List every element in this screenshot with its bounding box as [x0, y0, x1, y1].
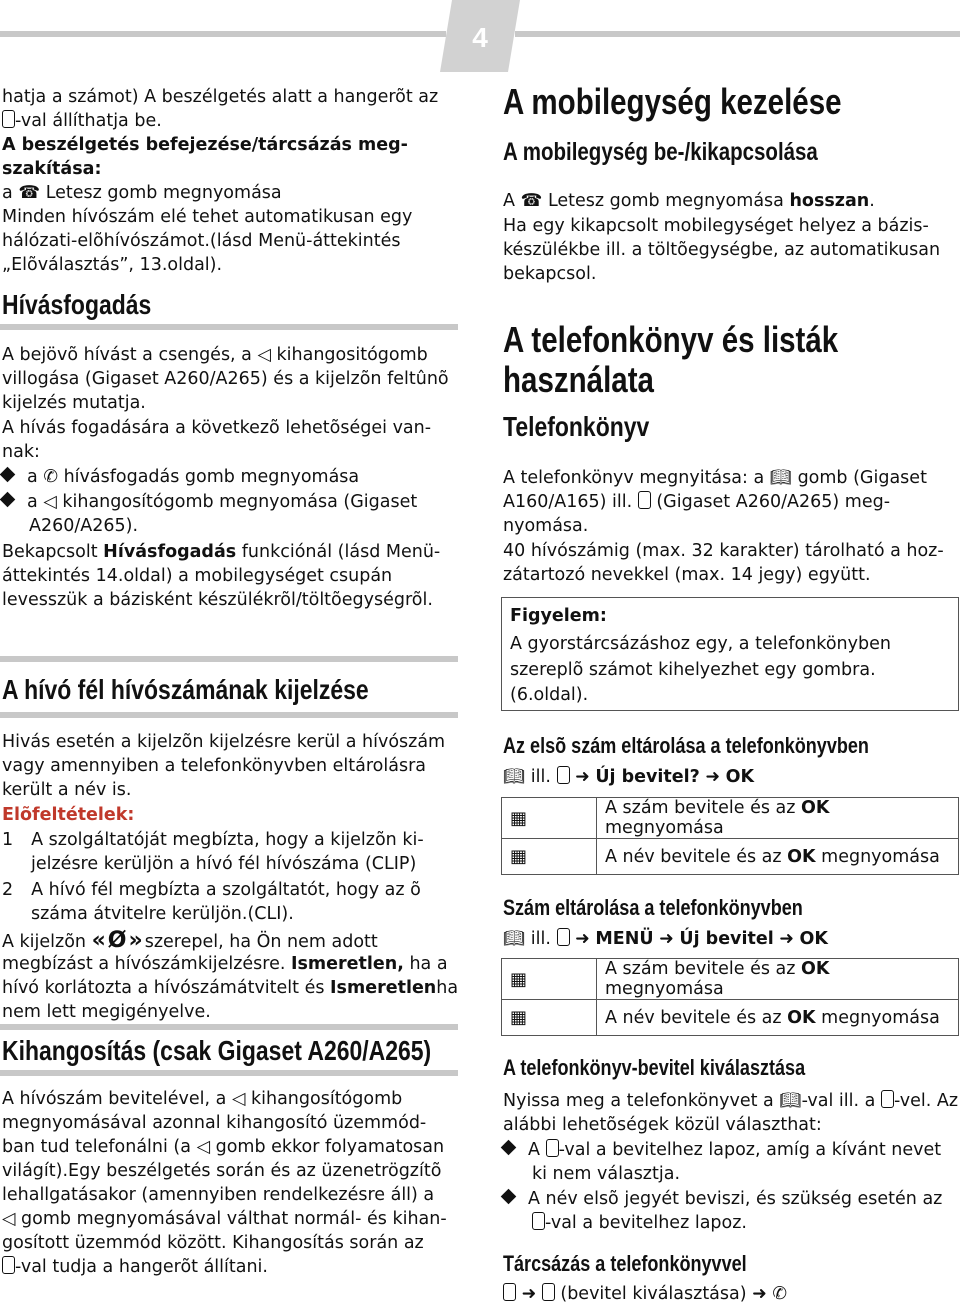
table-cell: A név bevitele és az OK megnyomása [597, 1000, 959, 1036]
first-entry-heading: Az elsõ szám eltárolása a telefonkönyvben [503, 733, 869, 758]
note-title: Figyelem: [510, 606, 607, 626]
end-call-key-icon: ☎ [18, 183, 41, 203]
table-row [502, 959, 959, 1000]
book-p1-line-3: nyomása. [503, 516, 589, 536]
book-icon: 📖︎ [503, 929, 526, 949]
save-table [501, 958, 959, 1036]
power-heading: A mobilegység be-/kikapcsolása [503, 138, 818, 166]
book-p2-line-2: zátartozó nevekkel (max. 14 jegy) együtt. [503, 565, 871, 585]
end-call-line-4: „Elõválasztás”, 13.oldal). [2, 255, 223, 275]
caller-p2-line-4: nem lett megigényelve. [2, 1002, 211, 1022]
book-p2-line-1: 40 hívószámig (max. 32 karakter) tárolható a hoz- [503, 541, 944, 561]
answer-heading: Hívásfogadás [2, 289, 152, 320]
speaker-line-7: gosított üzemmód között. Kihangosítás során az [2, 1233, 424, 1253]
book-heading-1: A telefonkönyv és listák [503, 319, 839, 360]
answer-p1-line-1: A bejövõ hívást a csengés, a ◁ kihangositógomb [2, 344, 428, 368]
answer-p2-line-2: nak: [2, 442, 40, 462]
table-row [502, 839, 959, 875]
book-icon: 📖︎ [769, 468, 792, 488]
down-key-icon [881, 1090, 894, 1108]
intro-line-2: -val állíthatja be. [2, 110, 162, 134]
note-line-1: A gyorstárcsázáshoz egy, a telefonkönyben [510, 634, 891, 654]
speaker-line-2: megnyomásával azonnal kihangosító üzemmód- [2, 1113, 427, 1133]
book-p1-line-2: A160/A165) ill. (Gigaset A260/A265) meg- [503, 492, 891, 512]
first-entry-table [501, 797, 959, 875]
answer-bullet-2-cont: A260/A265). [29, 516, 139, 536]
speaker-line-4: világít).Egy beszélgetés során és az üzenetrögzítõ [2, 1161, 442, 1181]
prereq-1-line-1: 1 A szolgáltatóját megbízta, hogy a kijelzõn ki- [2, 830, 424, 850]
table-row [502, 798, 959, 839]
power-line-2: Ha egy kikapcsolt mobilegységet helyez a bázis- [503, 216, 929, 236]
speaker-line-8: -val tudja a hangerõt állítani. [2, 1256, 268, 1280]
table-row [502, 1000, 959, 1036]
keypad-icon: ▦ [502, 959, 597, 1000]
caller-p1-line-1: Hivás esetén a kijelzõn kijelzésre kerül a hívószám [2, 732, 446, 752]
select-line-1: Nyissa meg a telefonkönyvet a 📖︎-val ill. a -vel. Az [503, 1090, 958, 1114]
speaker-rule-top [0, 1024, 458, 1030]
caller-p2-line-2: megbízást a hívószámkijelzésre. Ismeretlen, ha a [2, 954, 448, 974]
prereq-1-line-2: jelzésre kerüljön a hívó fél hívószáma (CLIP) [31, 854, 417, 874]
speaker-line-5: lehallgatásakor (amennyiben rendelkezésre áll) a [2, 1185, 435, 1205]
down-key-icon [557, 928, 570, 946]
speaker-icon: ◁ [43, 492, 57, 512]
answer-rule [0, 324, 458, 330]
note-line-3: (6.oldal). [510, 685, 589, 705]
note-line-2: szereplõ számot kihelyezhet egy gombra. [510, 660, 876, 680]
volume-key-icon [542, 1283, 555, 1301]
down-key-icon [503, 1283, 516, 1301]
power-line-3: készülékbe ill. a töltõegységbe, az automatikusan [503, 240, 941, 260]
handset-heading: A mobilegység kezelése [503, 81, 842, 122]
dial-path: ➜ (bevitel kiválasztása) ➜ ✆ [503, 1283, 787, 1307]
speaker-line-6: ◁ gomb megnyomásával válthat normál- és kihan- [2, 1208, 447, 1232]
prereq-2-line-2: száma átvitelre kerüljön.(CLI). [31, 904, 294, 924]
keypad-icon: ▦ [502, 798, 597, 839]
end-call-key-icon: ☎ [520, 191, 543, 211]
select-bullet-2: A név elsõ jegyét beviszi, és szükség esetén az [503, 1188, 942, 1212]
select-bullet-1: A -val a bevitelhez lapoz, amíg a kívánt nevet [503, 1139, 941, 1163]
book-icon: 📖︎ [503, 767, 526, 787]
table-cell: A szám bevitele és az OK megnyomása [597, 959, 959, 1000]
caller-p2-line-1: A kijelzõn «Ø»szerepel, ha Ön nem adott [2, 928, 378, 953]
first-entry-path: 📖︎ ill. ➜ Új bevitel? ➜ OK [503, 766, 754, 790]
book-p1-line-1: A telefonkönyv megnyitása: a 📖︎ gomb (Gigaset [503, 467, 927, 491]
speaker-icon: ◁ [231, 1089, 246, 1109]
bullet-icon [501, 1189, 517, 1205]
answer-p2-line-1: A hívás fogadására a következõ lehetõségei van- [2, 418, 432, 438]
bullet-icon [0, 492, 15, 508]
dial-heading: Tárcsázás a telefonkönyvvel [503, 1251, 747, 1276]
answer-p3-line-3: levesszük a bázisként készülékrõl/töltõegységrõl. [2, 590, 433, 610]
caller-rule [0, 656, 458, 662]
intro-line-1: hatja a számot) A beszélgetés alatt a hangerõt az [2, 87, 439, 107]
select-line-2: alábbi lehetõségek közül választhat: [503, 1115, 822, 1135]
save-path: 📖︎ ill. ➜ MENÜ ➜ Új bevitel ➜ OK [503, 928, 828, 952]
end-call-heading-2: szakítása: [2, 159, 102, 179]
table-cell: A név bevitele és az OK megnyomása [597, 839, 959, 875]
caller-heading: A hívó fél hívószámának kijelzése [2, 674, 369, 705]
answer-bullet-2: a ◁ kihangosítógomb megnyomása (Gigaset [2, 491, 417, 515]
keypad-icon: ▦ [502, 1000, 597, 1036]
speaker-rule [0, 1070, 458, 1076]
select-heading: A telefonkönyv-bevitel kiválasztása [503, 1055, 806, 1080]
end-call-line-1: a ☎ Letesz gomb megnyomása [2, 182, 282, 206]
answer-p3-line-2: áttekintés 14.oldal) a mobilegységet csupán [2, 566, 393, 586]
volume-key-icon [2, 1256, 15, 1274]
speaker-line-1: A hívószám bevitelével, a ◁ kihangosítógomb [2, 1088, 402, 1112]
book-icon: 📖︎ [779, 1091, 802, 1111]
call-key-icon: ✆ [43, 467, 58, 487]
table-cell: A szám bevitele és az OK megnyomása [597, 798, 959, 839]
phonebook-heading: Telefonkönyv [503, 411, 650, 442]
page-number: 4 [472, 22, 488, 53]
header-bar-left [0, 31, 446, 37]
end-call-line-3: hálózati-elõhívószámot.(lásd Menü-áttekintés [2, 231, 401, 251]
down-key-icon [557, 766, 570, 784]
speaker-icon: ◁ [2, 1209, 16, 1229]
select-bullet-1-cont: ki nem választja. [532, 1164, 681, 1184]
save-heading: Szám eltárolása a telefonkönyvben [503, 895, 803, 920]
volume-key-icon [532, 1212, 545, 1230]
answer-p1-line-2: villogása (Gigaset A260/A265) és a kijelzõn feltûnõ [2, 369, 449, 389]
header-bar-right [515, 31, 960, 37]
caller-rule-2 [0, 712, 458, 718]
display-symbol: «Ø» [91, 928, 145, 953]
speaker-icon: ◁ [196, 1137, 211, 1157]
power-line-1: A ☎ Letesz gomb megnyomása hosszan. [503, 190, 875, 214]
answer-p1-line-3: kijelzés mutatja. [2, 393, 146, 413]
speaker-icon: ◁ [257, 345, 271, 365]
volume-key-icon [2, 110, 15, 128]
end-call-line-2: Minden hívószám elé tehet automatikusan egy [2, 207, 413, 227]
caller-p2-line-3: hívó korlátozta a hívószámátvitelt és Ismeretlenha [2, 978, 459, 998]
speaker-heading: Kihangosítás (csak Gigaset A260/A265) [2, 1035, 432, 1066]
bullet-icon [0, 467, 15, 483]
down-key-icon [638, 491, 651, 509]
prereq-label: Elõfeltételek: [2, 805, 135, 825]
caller-p1-line-3: került a név is. [2, 780, 132, 800]
keypad-icon: ▦ [502, 839, 597, 875]
select-bullet-2-cont: -val a bevitelhez lapoz. [532, 1212, 747, 1236]
power-line-4: bekapcsol. [503, 264, 597, 284]
answer-bullet-1: a ✆ hívásfogadás gomb megnyomása [2, 466, 359, 490]
end-call-heading-1: A beszélgetés befejezése/tárcsázás meg- [2, 135, 408, 155]
prereq-2-line-1: 2 A hívó fél megbízta a szolgáltatót, hogy az õ [2, 880, 421, 900]
speaker-line-3: ban tud telefonálni (a ◁ gomb ekkor folyamatosan [2, 1136, 444, 1160]
volume-key-icon [546, 1139, 559, 1157]
caller-p1-line-2: vagy amennyiben a telefonkönyvben eltárolásra [2, 756, 426, 776]
bullet-icon [501, 1140, 517, 1156]
answer-p3-line-1: Bekapcsolt Hívásfogadás funkciónál (lásd Menü- [2, 542, 441, 562]
call-key-icon: ✆ [772, 1284, 788, 1304]
book-heading-2: használata [503, 359, 654, 400]
